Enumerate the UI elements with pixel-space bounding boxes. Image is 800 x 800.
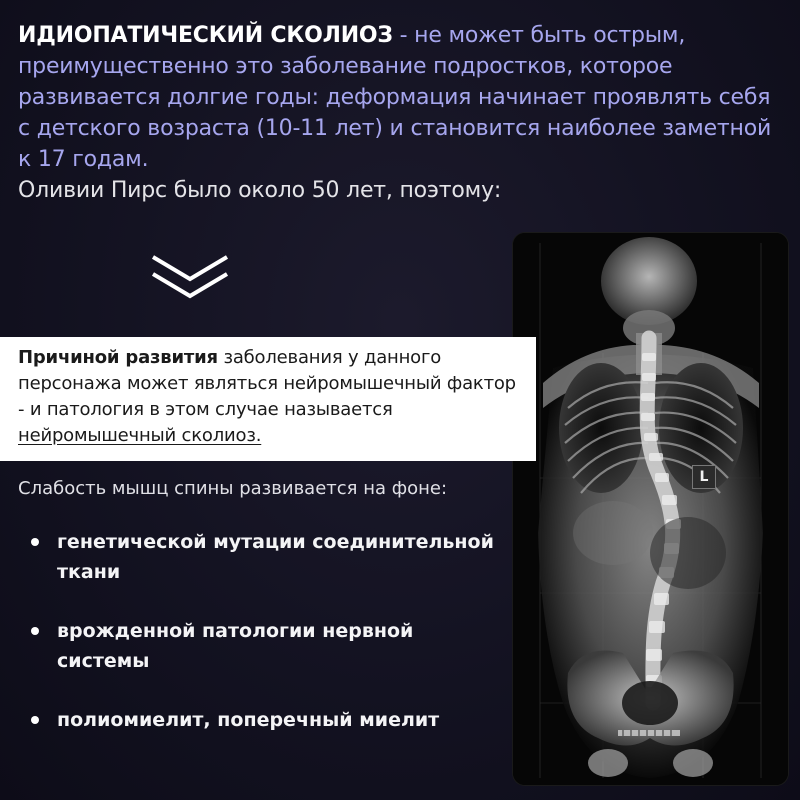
intro-text: - не может быть острым, преимущественно это заболевание подростков, которое развивается долгие годы: деформация начинает проявлять себя с детского возраста (10-11 лет) и становится наиболее заметной к 17 годам. [18,23,772,172]
header-paragraph [18,20,788,206]
condition-item-genetic: генетической мутации соединительной ткани [30,527,500,587]
conditions-list [30,527,500,764]
condition-item-congenital: врожденной патологии нервной системы [30,616,500,676]
age-note: Оливии Пирс было около 50 лет, поэтому: [18,178,502,203]
condition-item-polio: полиомиелит, поперечный миелит [30,705,500,735]
xray-side-marker: L [692,465,716,489]
scoliosis-term: нейромышечный сколиоз. [18,425,262,446]
cause-body-text: заболевания у данного персонажа может являться нейромышечный фактор - и патология в этом случае называется [18,347,516,420]
spine-xray-image [513,233,788,785]
cause-bold-phrase: Причиной развития [18,347,218,368]
cause-paragraph [18,345,518,449]
weakness-intro: Слабость мышц спины развивается на фоне: [18,478,448,499]
double-chevron-down-icon [150,252,230,302]
page-title: ИДИОПАТИЧЕСКИЙ СКОЛИОЗ [18,23,393,48]
